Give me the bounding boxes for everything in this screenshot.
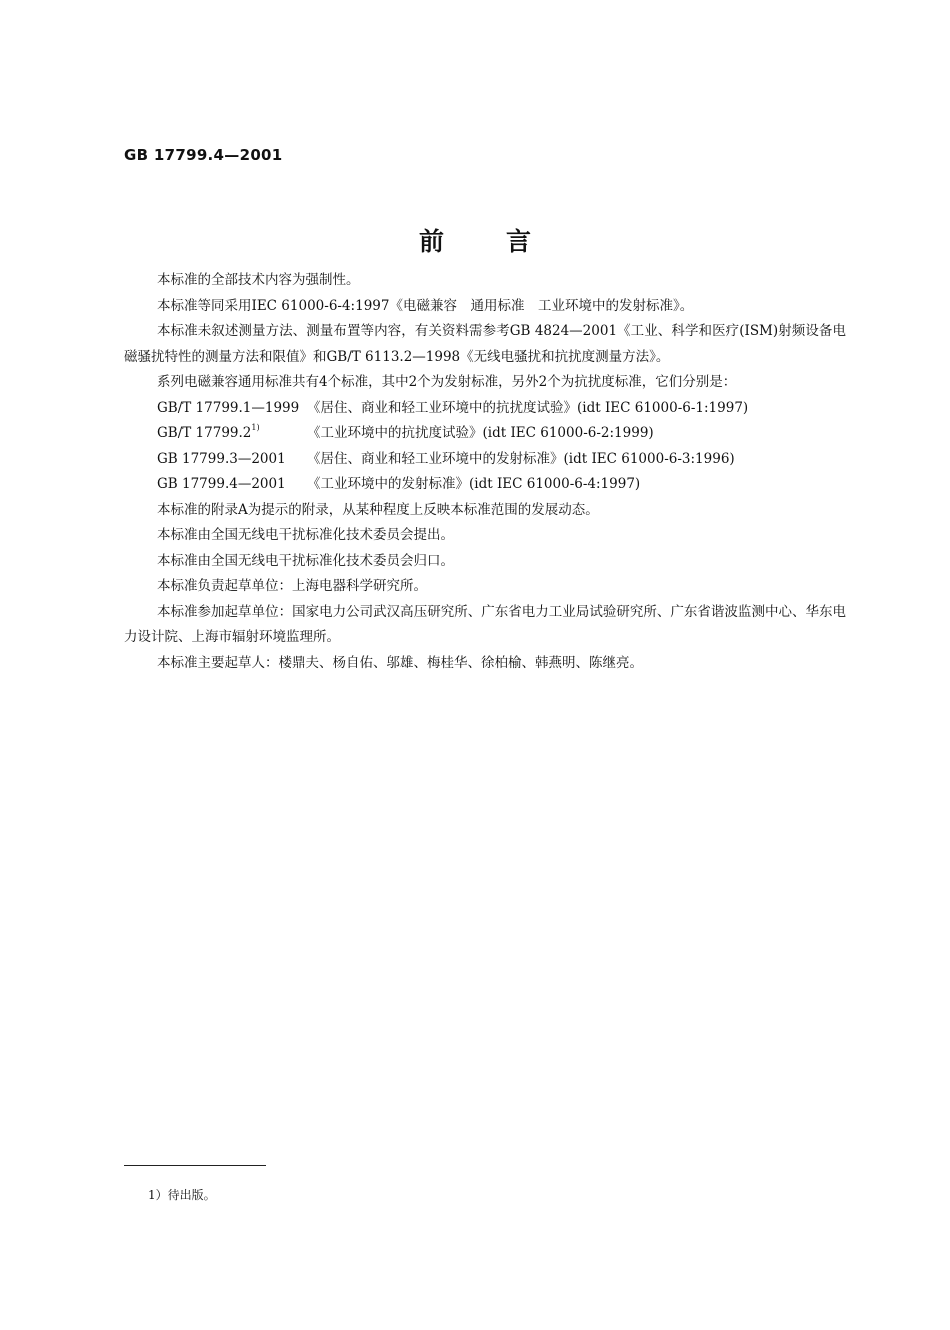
standard-entry — [124, 447, 846, 473]
paragraph: 本标准未叙述测量方法、测量布置等内容，有关资料需参考GB 4824—2001《工业、科学和医疗(ISM)射频设备电磁骚扰特性的测量方法和限值》和GB/T 6113.2—1998《无线电骚扰和抗扰度测量方法》。 — [124, 323, 846, 365]
paragraph: 本标准负责起草单位：上海电器科学研究所。 — [157, 578, 427, 594]
standard-title: 《居住、商业和轻工业环境中的抗扰度试验》(idt IEC 61000-6-1:1997) — [307, 399, 749, 416]
standard-entry — [124, 472, 846, 498]
title-char-1: 前 — [418, 227, 444, 256]
standard-title: 《工业环境中的抗扰度试验》(idt IEC 61000-6-2:1999) — [307, 425, 654, 441]
paragraph: 本标准由全国无线电干扰标准化技术委员会归口。 — [157, 552, 454, 569]
standard-code: GB/T 17799.1—1999 — [157, 399, 300, 416]
standard-entry — [124, 421, 846, 447]
paragraph: 系列电磁兼容通用标准共有4个标准，其中2个为发射标准，另外2个为抗扰度标准，它们分别是： — [157, 374, 737, 390]
standard-title: 《居住、商业和轻工业环境中的发射标准》(idt IEC 61000-6-3:1996) — [307, 450, 735, 467]
standard-entry — [124, 396, 846, 422]
footnote-divider — [124, 1165, 266, 1166]
standard-code: GB 17799.3—2001 — [157, 450, 286, 467]
title-char-2: 言 — [506, 227, 532, 256]
paragraph: 本标准由全国无线电干扰标准化技术委员会提出。 — [157, 527, 454, 543]
page-title — [0, 222, 950, 258]
footnote: 1）待出版。 — [148, 1188, 216, 1202]
paragraph: 本标准参加起草单位：国家电力公司武汉高压研究所、广东省电力工业局试验研究所、广东省谐波监测中心、华东电力设计院、上海市辐射环境监理所。 — [124, 603, 846, 645]
footnote-ref: 1) — [251, 423, 260, 432]
paragraph: 本标准的附录A为提示的附录，从某种程度上反映本标准范围的发展动态。 — [157, 501, 599, 518]
standard-title: 《工业环境中的发射标准》(idt IEC 61000-6-4:1997) — [307, 476, 641, 492]
standard-code: GB 17799.4—2001 — [157, 476, 286, 492]
foreword-body — [124, 268, 846, 676]
document-number: GB 17799.4—2001 — [124, 146, 283, 164]
standard-code: GB/T 17799.2$^{1)}$ — [157, 423, 260, 441]
paragraph: 本标准等同采用IEC 61000-6-4:1997《电磁兼容 通用标准 工业环境中的发射标准》。 — [157, 297, 694, 314]
paragraph: 本标准主要起草人：楼鼎夫、杨自佑、邬雄、梅桂华、徐柏榆、韩燕明、陈继亮。 — [157, 654, 643, 671]
paragraph: 本标准的全部技术内容为强制性。 — [157, 272, 360, 288]
